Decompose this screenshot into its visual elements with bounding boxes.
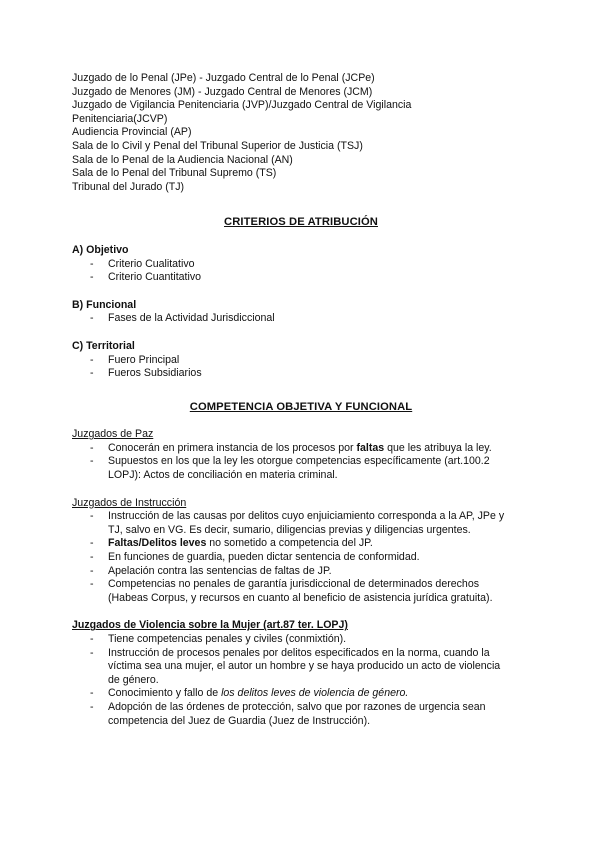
court-line: Juzgado de Menores (JM) - Juzgado Central de Menores (JCM) [72,85,373,98]
list-item: - Tiene competencias penales y civiles (conmixtión). [90,633,347,645]
list-item: - Adopción de las órdenes de protección, salvo que por razones de urgencia sean competencia del Juez de Guardia (Juez de Instrucción). [90,700,486,727]
court-line: Sala de lo Civil y Penal del Tribunal Superior de Justicia (TSJ) [72,139,363,152]
heading-juzgados-instruccion: Juzgados de Instrucción [72,496,187,509]
list-item: - Apelación contra las sentencias de faltas de JP. [90,564,332,577]
list-item: - Criterio Cualitativo [90,257,195,270]
section-title-criterios: CRITERIOS DE ATRIBUCIÓN [224,216,378,229]
list-paz [72,442,530,483]
list-violencia [72,633,530,728]
heading-objetivo: A) Objetivo [72,243,129,256]
court-line: Sala de lo Penal del Tribunal Supremo (TS) [72,167,277,180]
list-territorial [72,354,530,381]
heading-juzgados-violencia: Juzgados de Violencia sobre la Mujer (art.87 ter. LOPJ) [72,619,348,632]
list-funcional [72,312,530,326]
list-item: - Fases de la Actividad Jurisdiccional [90,312,275,325]
court-line: Sala de lo Penal de la Audiencia Nacional (AN) [72,153,293,166]
list-item: - Supuestos en los que la ley les otorgue competencias específicamente (art.100.2 LOPJ): Actos de conciliación en materia criminal. [90,455,490,482]
list-item: - Competencias no penales de garantía jurisdiccional de determinados derechos (Habeas Corpus, y recursos en cuanto al beneficio de asistencia jurídica gratuita). [90,578,493,604]
heading-juzgados-paz: Juzgados de Paz [72,428,154,441]
list-item: - Conocerán en primera instancia de los procesos por faltas que les atribuya la ley. [90,441,492,454]
list-item: - Conocimiento y fallo de los delitos leves de violencia de género. [90,687,409,700]
court-line: Juzgado de lo Penal (JPe) - Juzgado Central de lo Penal (JCPe) [72,72,375,84]
court-line: Penitenciaria(JCVP) [72,112,168,125]
courts-list [72,72,530,194]
list-item: - Instrucción de procesos penales por delitos especificados en la norma, cuando la víctima sea una mujer, el autor un hombre y se haya producido un acto de violencia de género. [90,646,501,686]
list-item: - En funciones de guardia, pueden dictar sentencia de conformidad. [90,551,420,564]
court-line: Juzgado de Vigilancia Penitenciaria (JVP)/Juzgado Central de Vigilancia [72,99,412,112]
list-objetivo [72,258,530,285]
list-item: - Faltas/Delitos leves no sometido a competencia del JP. [90,537,373,550]
heading-funcional: B) Funcional [72,298,137,311]
court-line: Tribunal del Jurado (TJ) [72,180,185,193]
list-item: - Instrucción de las causas por delitos cuyo enjuiciamiento corresponda a la AP, JPe y TJ, salvo en VG. Es decir, sumario, diligencias previas y diligencias urgentes. [90,510,505,536]
section-title-competencia: COMPETENCIA OBJETIVA Y FUNCIONAL [189,400,413,413]
heading-territorial: C) Territorial [72,339,135,352]
list-item: - Fueros Subsidiarios [90,367,202,380]
court-line: Audiencia Provincial (AP) [72,126,192,139]
list-item: - Criterio Cuantitativo [90,271,202,284]
list-instruccion [72,510,530,605]
document-page [72,72,530,728]
list-item: - Fuero Principal [90,353,180,366]
